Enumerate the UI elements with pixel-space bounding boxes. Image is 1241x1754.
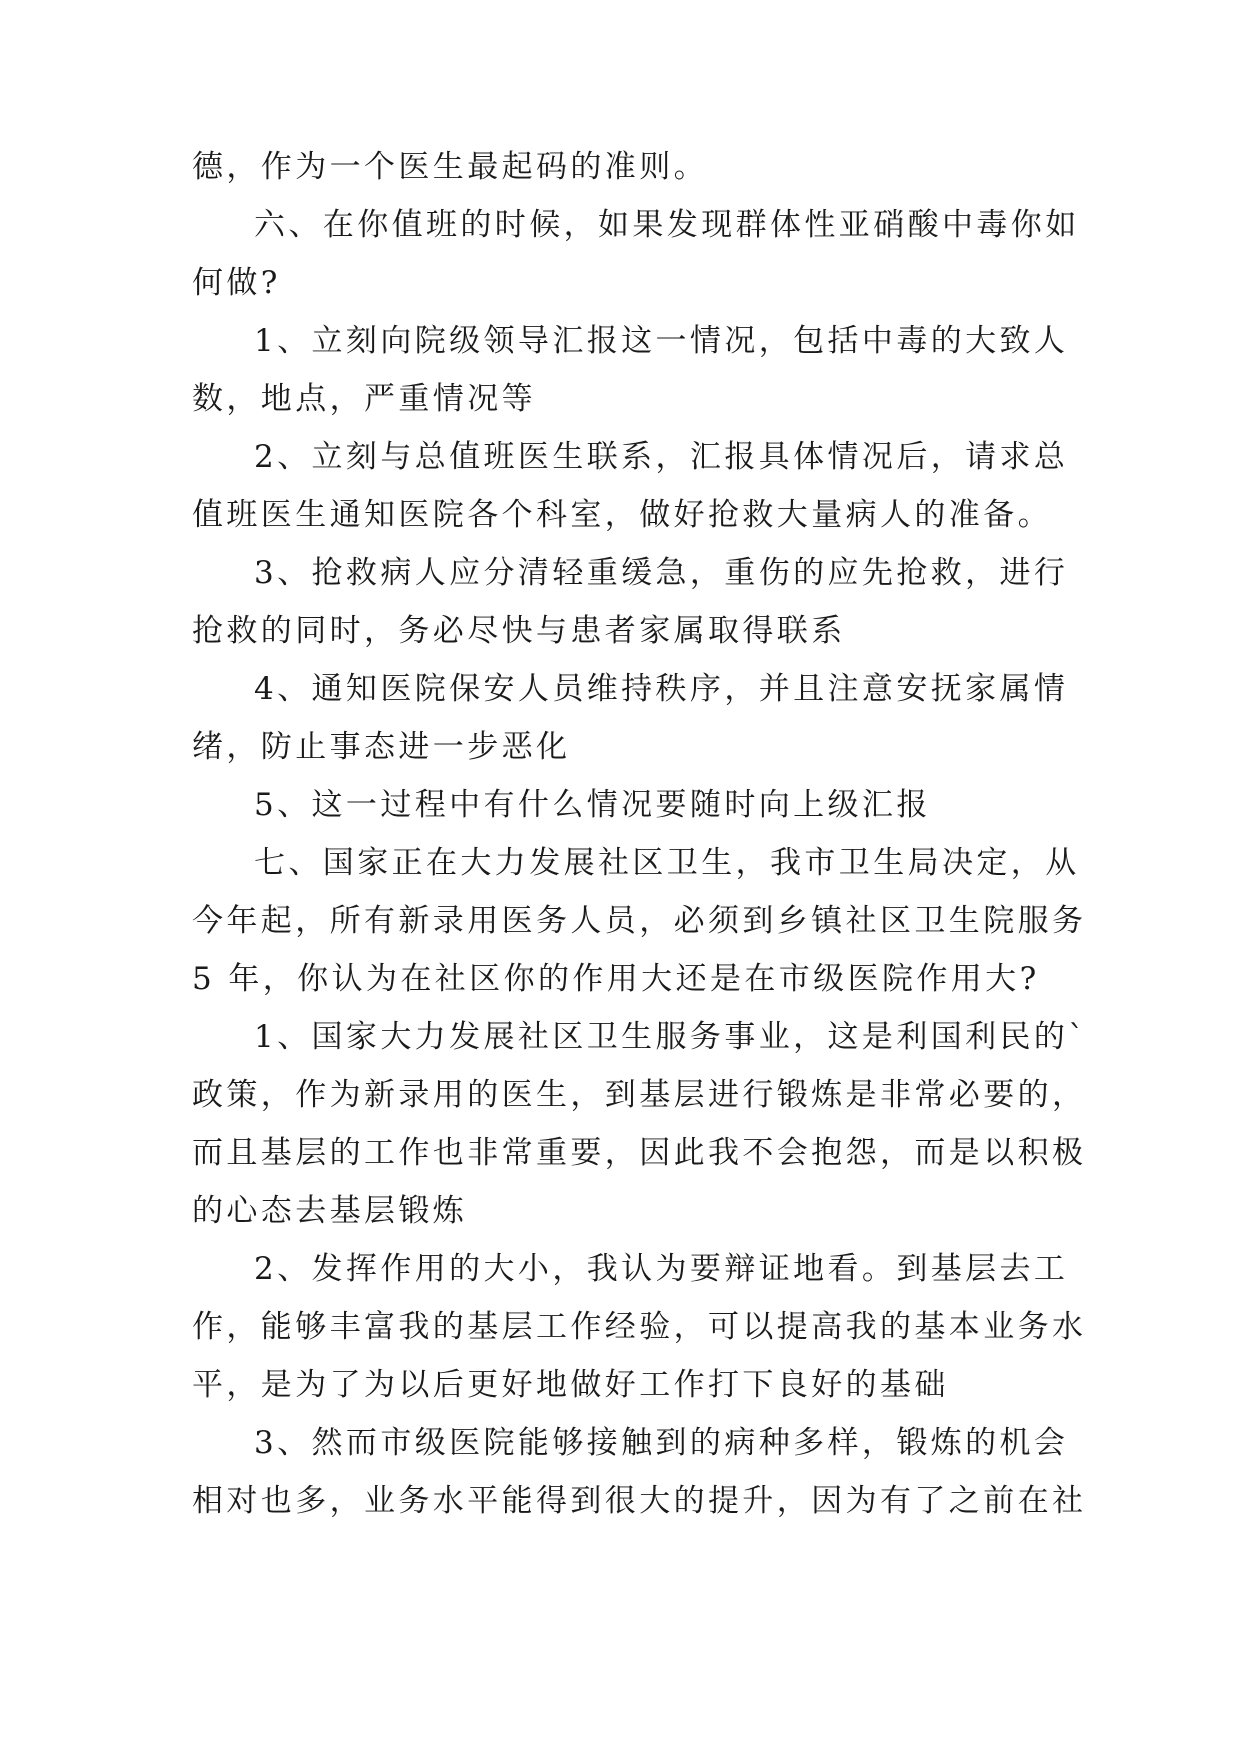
text-line: 六、在你值班的时候，如果发现群体性亚硝酸中毒你如	[254, 207, 1080, 243]
text-line: 值班医生通知医院各个科室，做好抢救大量病人的准备。	[192, 497, 1052, 533]
text-line: 七、国家正在大力发展社区卫生，我市卫生局决定，从	[254, 845, 1080, 881]
text-line: 今年起，所有新录用医务人员，必须到乡镇社区卫生院服务	[192, 903, 1087, 939]
text-line: 4、通知医院保安人员维持秩序，并且注意安抚家属情	[254, 671, 1069, 707]
text-line: 数，地点，严重情况等	[192, 381, 536, 417]
text-line: 3、抢救病人应分清轻重缓急，重伤的应先抢救，进行	[254, 555, 1069, 591]
text-line: 抢救的同时，务必尽快与患者家属取得联系	[192, 613, 846, 649]
text-line: 1、立刻向院级领导汇报这一情况，包括中毒的大致人	[254, 323, 1069, 359]
text-line: 作，能够丰富我的基层工作经验，可以提高我的基本业务水	[192, 1309, 1087, 1345]
text-line: 政策，作为新录用的医生，到基层进行锻炼是非常必要的，	[192, 1077, 1087, 1113]
text-line: 5 年，你认为在社区你的作用大还是在市级医院作用大?	[192, 961, 1040, 997]
text-line: 何做?	[192, 265, 281, 301]
text-line: 2、立刻与总值班医生联系，汇报具体情况后，请求总	[254, 439, 1069, 475]
text-line: 1、国家大力发展社区卫生服务事业，这是利国利民的`	[254, 1019, 1088, 1055]
text-line: 相对也多，业务水平能得到很大的提升，因为有了之前在社	[192, 1483, 1087, 1519]
text-line: 3、然而市级医院能够接触到的病种多样，锻炼的机会	[254, 1425, 1069, 1461]
text-line: 平，是为了为以后更好地做好工作打下良好的基础	[192, 1367, 949, 1403]
text-line: 德，作为一个医生最起码的准则。	[192, 149, 708, 185]
text-line: 的心态去基层锻炼	[192, 1193, 468, 1229]
text-line: 绪，防止事态进一步恶化	[192, 729, 571, 765]
text-line: 而且基层的工作也非常重要，因此我不会抱怨，而是以积极	[192, 1135, 1087, 1171]
text-line: 5、这一过程中有什么情况要随时向上级汇报	[254, 787, 931, 823]
text-line: 2、发挥作用的大小，我认为要辩证地看。到基层去工	[254, 1251, 1069, 1287]
